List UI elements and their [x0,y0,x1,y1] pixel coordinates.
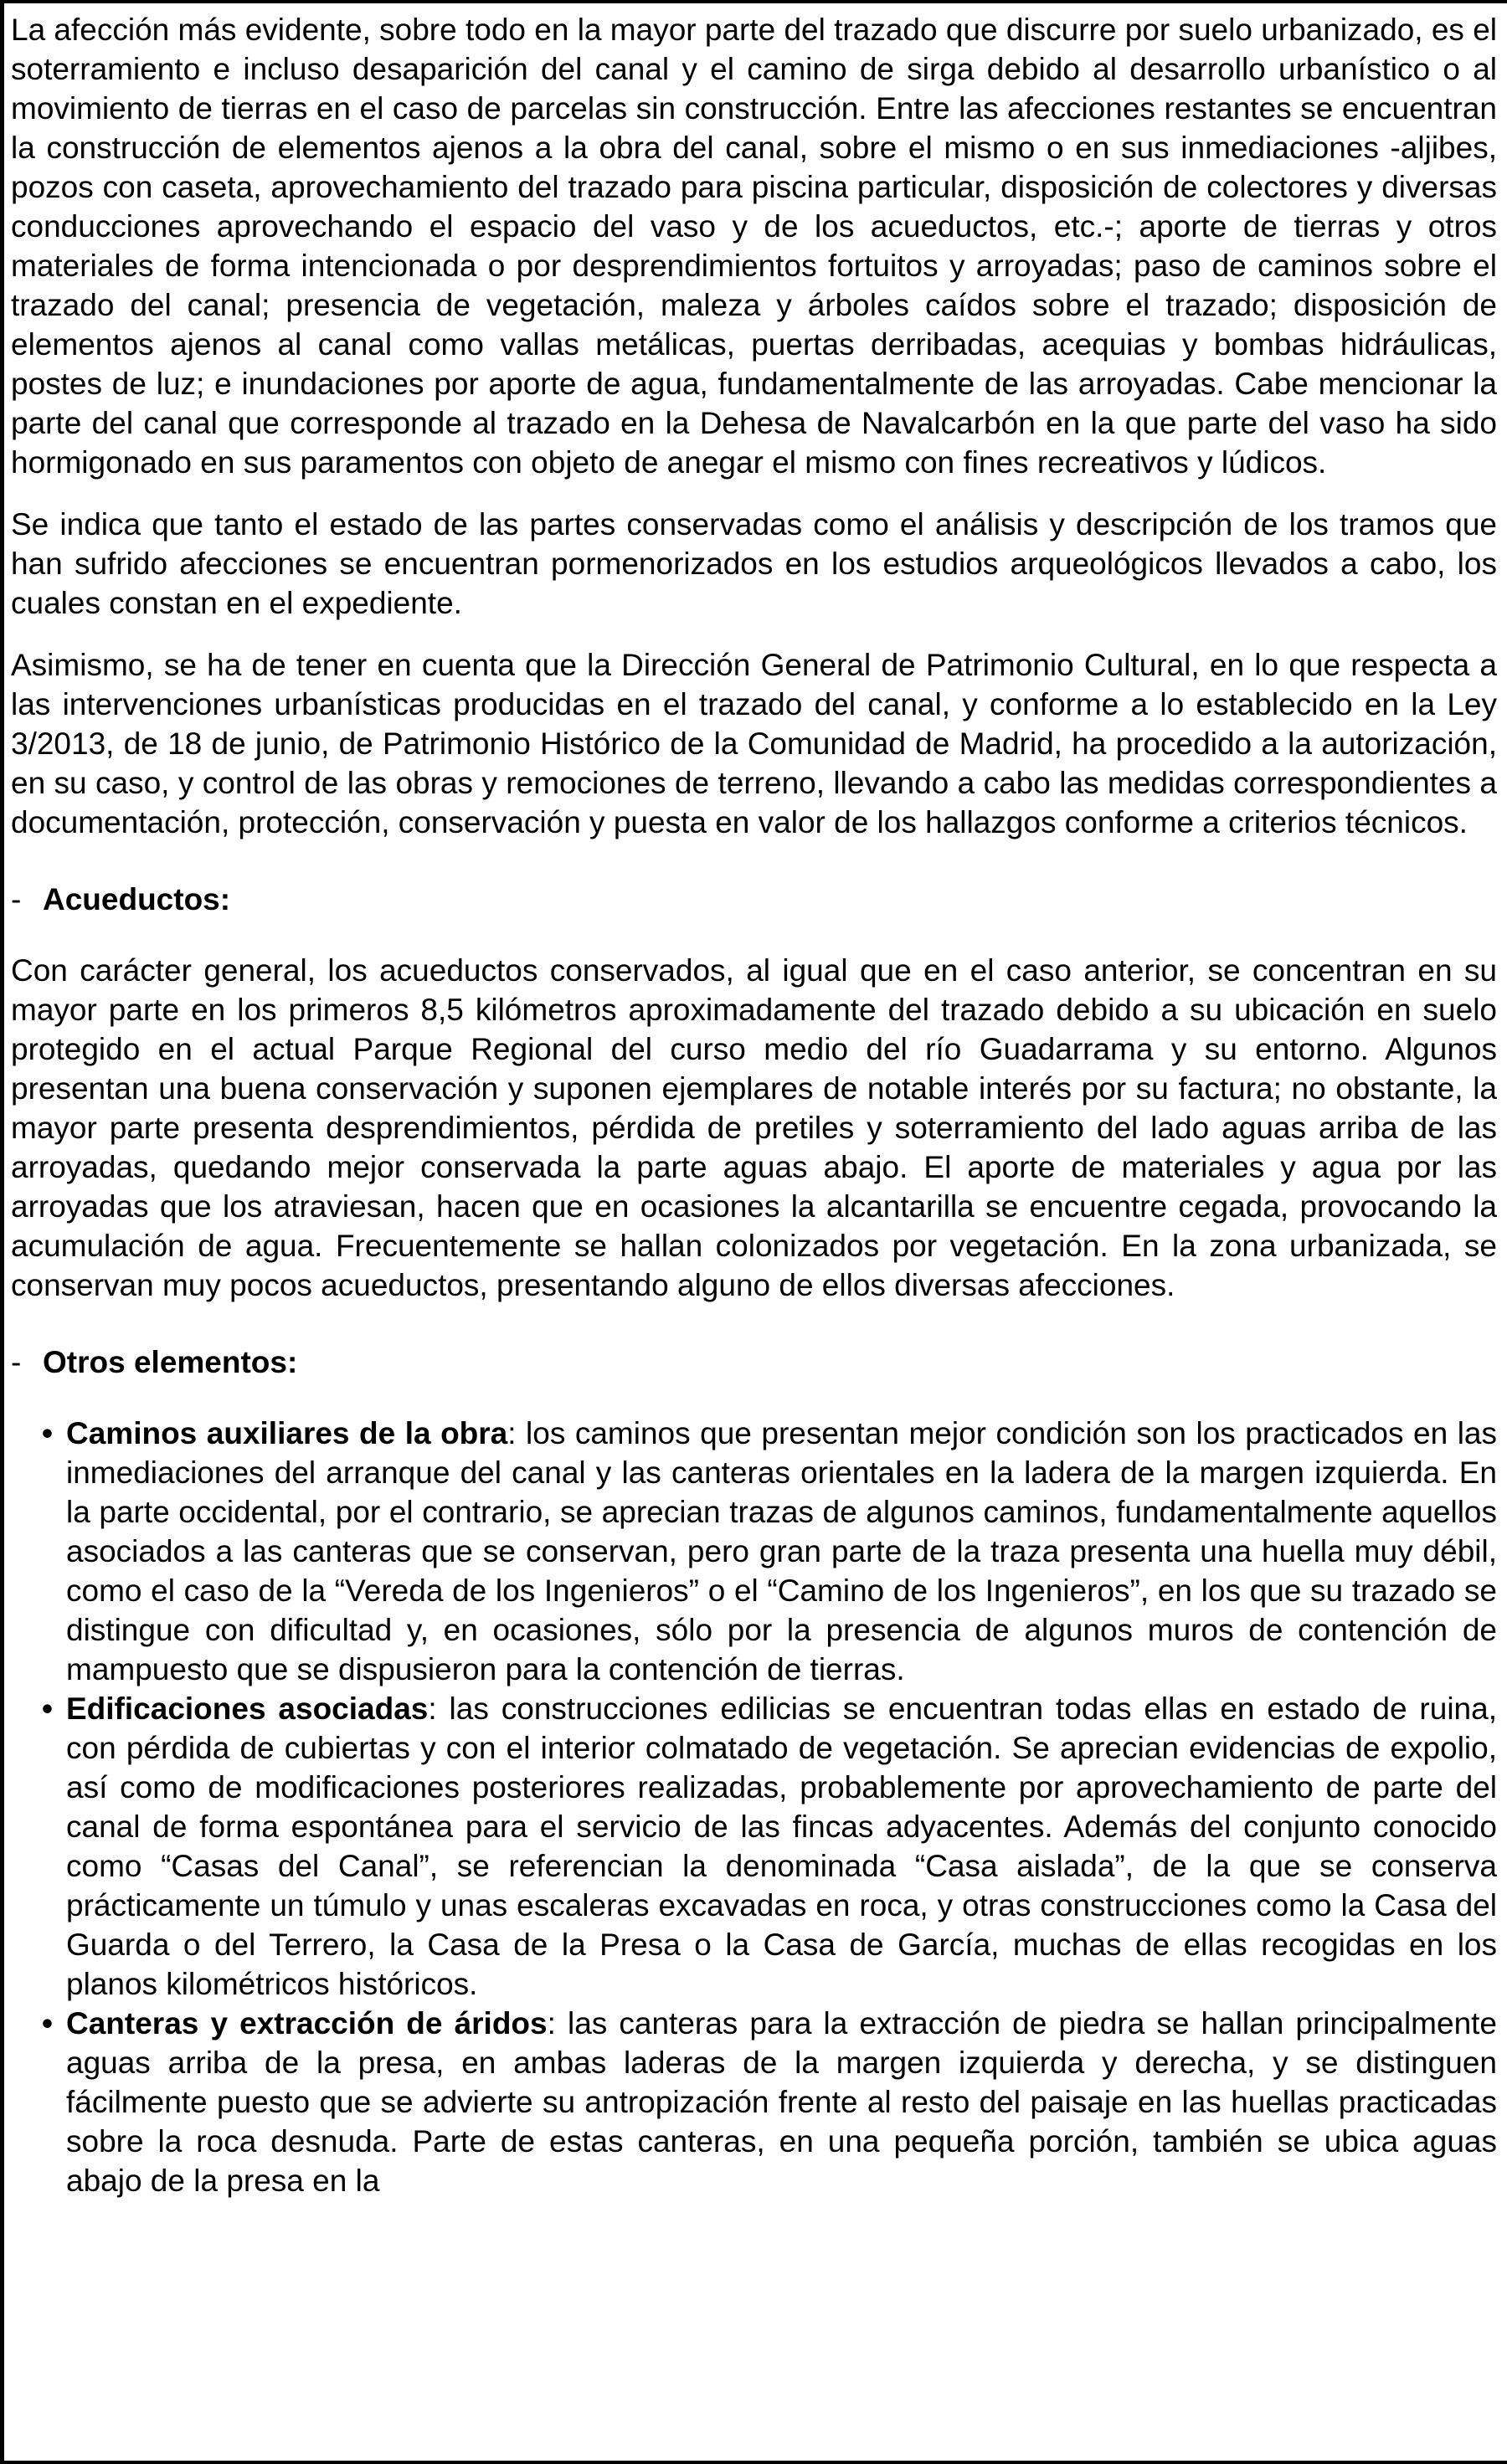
bullet-item-canteras-aridos [42,2004,1498,2200]
bullet-text-canteras-aridos: : las canteras para la extracción de piedra se hallan principalmente aguas arriba de la presa, en ambas laderas de la margen izquierda y derecha, y se distinguen fácilmente puesto que se advierte su antropización frente al resto del paisaje en las huellas practicadas sobre la roca desnuda. Parte de estas canteras, en una pequeña porción, también se ubica aguas abajo de la presa en la [66,2006,1498,2198]
paragraph-direccion-patrimonio-cultural: Asimismo, se ha de tener en cuenta que la Dirección General de Patrimonio Cultural, en lo que respecta a las intervenciones urbanísticas producidas en el trazado del canal, y conforme a lo establecido en la Ley 3/2013, de 18 de junio, de Patrimonio Histórico de la Comunidad de Madrid, ha procedido a la autorización, en su caso, y control de las obras y remociones de terreno, llevando a cabo las medidas correspondientes a documentación, protección, conservación y puesta en valor de los hallazgos conforme a criterios técnicos. [11,648,1497,839]
bullet-lead-edificaciones-asociadas: Edificaciones asociadas [66,1691,429,1726]
bullet-item-caminos-auxiliares [42,1414,1497,1689]
heading-otros-elementos-label: Otros elementos: [43,1345,298,1379]
bullet-lead-canteras-aridos: Canteras y extracción de áridos [66,2006,548,2041]
paragraph-acueductos-conservados: Con carácter general, los acueductos conservados, al igual que en el caso anterior, se concentran en su mayor parte en los primeros 8,5 kilómetros aproximadamente del trazado debido a su ubicación en suelo protegido en el actual Parque Regional del curso medio del río Guadarrama y su entorno. Algunos presentan una buena conservación y suponen ejemplares de notable interés por su factura; no obstante, la mayor parte presenta desprendimientos, pérdida de pretiles y soterramiento del lado aguas arriba de las arroyadas, quedando mejor conservada la parte aguas abajo. El aporte de materiales y agua por las arroyadas que los atraviesan, hacen que en ocasiones la alcantarilla se encuentre cegada, provocando la acumulación de agua. Frecuentemente se hallan colonizados por vegetación. En la zona urbanizada, se conservan muy pocos acueductos, presentando alguno de ellos diversas afecciones. [11,953,1497,1302]
bullet-text-edificaciones-asociadas: : las construcciones edilicias se encuentran todas ellas en estado de ruina, con pérdida de cubiertas y con el interior colmatado de vegetación. Se aprecian evidencias de expolio, así como de modificaciones posteriores realizadas, probablemente por aprovechamiento de parte del canal de forma espontánea para el servicio de las fincas adyacentes. Además del conjunto conocido como “Casas del Canal”, se referencian la denominada “Casa aislada”, de la que se conserva prácticamente un túmulo y unas escaleras excavadas en roca, y otras construcciones como la Casa del Guarda o del Terrero, la Casa de la Presa o la Casa de García, muchas de ellas recogidas en los planos kilométricos históricos. [66,1691,1497,2001]
bullet-icon: • [42,1691,53,1726]
bullet-text-caminos-auxiliares: : los caminos que presentan mejor condición son los practicados en las inmediaciones del arranque del canal y las canteras orientales en la ladera de la margen izquierda. En la parte occidental, por el contrario, se aprecian trazas de algunos caminos, fundamentalmente aquellos asociados a las canteras que se conservan, pero gran parte de la traza presenta una huella muy débil, como el caso de la “Vereda de los Ingenieros” o el “Camino de los Ingenieros”, en los que su trazado se distingue con dificultad y, en ocasiones, sólo por la presencia de algunos muros de contención de mampuesto que se dispusieron para la contención de tierras. [66,1416,1497,1686]
bullet-icon: • [42,2006,53,2041]
heading-otros-elementos [11,1342,1497,1382]
bullet-list [11,1414,1497,2200]
bullet-item-edificaciones-asociadas [42,1689,1497,2004]
bullet-lead-caminos-auxiliares: Caminos auxiliares de la obra [66,1416,508,1450]
paragraph-afecciones-generales: La afección más evidente, sobre todo en la mayor parte del trazado que discurre por suelo urbanizado, es el soterramiento e incluso desaparición del canal y el camino de sirga debido al desarrollo urbanístico o al movimiento de tierras en el caso de parcelas sin construcción. Entre las afecciones restantes se encuentran la construcción de elementos ajenos a la obra del canal, sobre el mismo o en sus inmediaciones -aljibes, pozos con caseta, aprovechamiento del trazado para piscina particular, disposición de colectores y diversas conducciones aprovechando el espacio del vaso y de los acueductos, etc.-; aporte de tierras y otros materiales de forma intencionada o por desprendimientos fortuitos y arroyadas; paso de caminos sobre el trazado del canal; presencia de vegetación, maleza y árboles caídos sobre el trazado; disposición de elementos ajenos al canal como vallas metálicas, puertas derribadas, acequias y bombas hidráulicas, postes de luz; e inundaciones por aporte de agua, fundamentalmente de las arroyadas. Cabe mencionar la parte del canal que corresponde al trazado en la Dehesa de Navalcarbón en la que parte del vaso ha sido hormigonado en sus paramentos con objeto de anegar el mismo con fines recreativos y lúdicos. [11,13,1498,480]
dash-marker: - [11,1345,22,1379]
dash-marker: - [11,882,22,916]
heading-acueductos [11,880,1497,919]
bullet-icon: • [42,1416,53,1450]
paragraph-estado-partes-conservadas: Se indica que tanto el estado de las partes conservadas como el análisis y descripción de los tramos que han sufrido afecciones se encuentran pormenorizados en los estudios arqueológicos llevados a cabo, los cuales constan en el expediente. [11,507,1497,620]
heading-acueductos-label: Acueductos: [43,882,231,916]
